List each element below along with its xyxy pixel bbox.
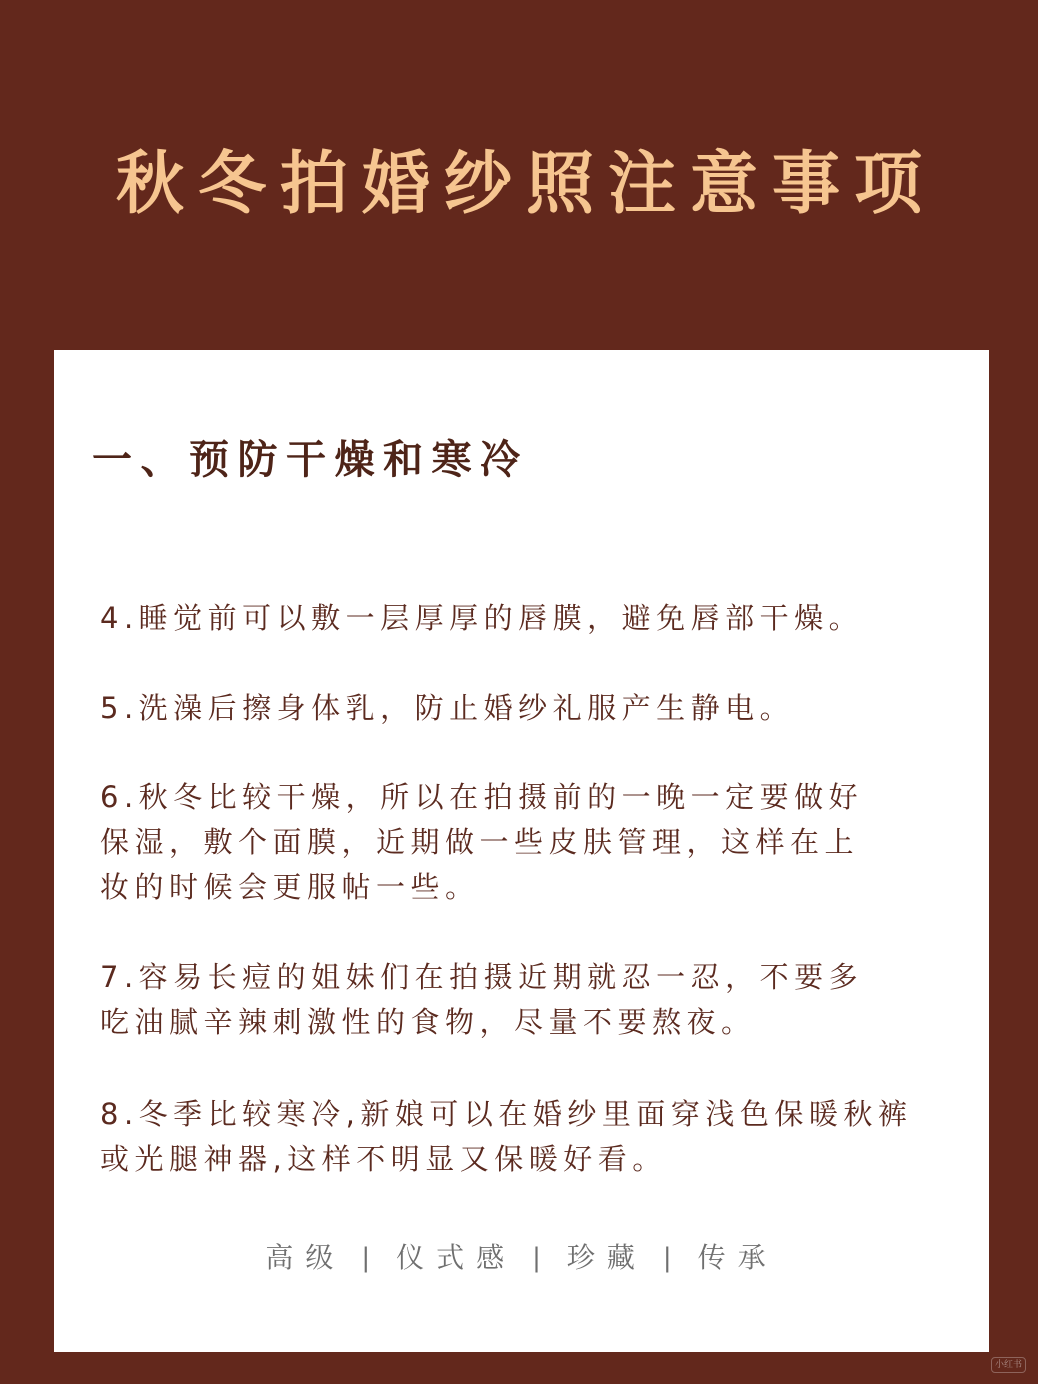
watermark-logo: 小红书 — [991, 1357, 1026, 1373]
tip-item — [100, 955, 863, 1045]
tip-line: 8.冬季比较寒冷,新娘可以在婚纱里面穿浅色保暖秋裤 — [100, 1097, 913, 1131]
tip-line: 6.秋冬比较干燥，所以在拍摄前的一晚一定要做好 — [100, 780, 864, 814]
footer-tag: 珍藏 — [566, 1241, 647, 1274]
footer-tag: 高级 — [265, 1241, 346, 1274]
page-title: 秋冬拍婚纱照注意事项 — [115, 145, 936, 224]
footer-tags — [54, 1238, 989, 1278]
content-card — [54, 350, 989, 1352]
section-heading: 一、预防干燥和寒冷 — [92, 437, 529, 483]
tip-line: 4.睡觉前可以敷一层厚厚的唇膜，避免唇部干燥。 — [100, 601, 864, 635]
tip-item — [100, 1092, 912, 1182]
footer-tag: 仪式感 — [396, 1241, 517, 1274]
tip-line: 或光腿神器,这样不明显又保暖好看。 — [100, 1142, 667, 1176]
tip-line: 5.洗澡后擦身体乳，防止婚纱礼服产生静电。 — [100, 691, 795, 725]
footer-separator: | — [361, 1243, 371, 1273]
tip-line: 妆的时候会更服帖一些。 — [100, 870, 480, 904]
tip-item — [100, 686, 794, 731]
tip-item — [100, 775, 863, 910]
tip-item — [100, 596, 863, 641]
tip-line: 7.容易长痘的姐妹们在拍摄近期就忍一忍，不要多 — [100, 960, 864, 994]
footer-tag: 传承 — [697, 1241, 778, 1274]
tip-line: 保湿，敷个面膜，近期做一些皮肤管理，这样在上 — [100, 825, 860, 859]
footer-separator: | — [662, 1243, 672, 1273]
tip-line: 吃油腻辛辣刺激性的食物，尽量不要熬夜。 — [100, 1005, 756, 1039]
footer-separator: | — [532, 1243, 541, 1273]
